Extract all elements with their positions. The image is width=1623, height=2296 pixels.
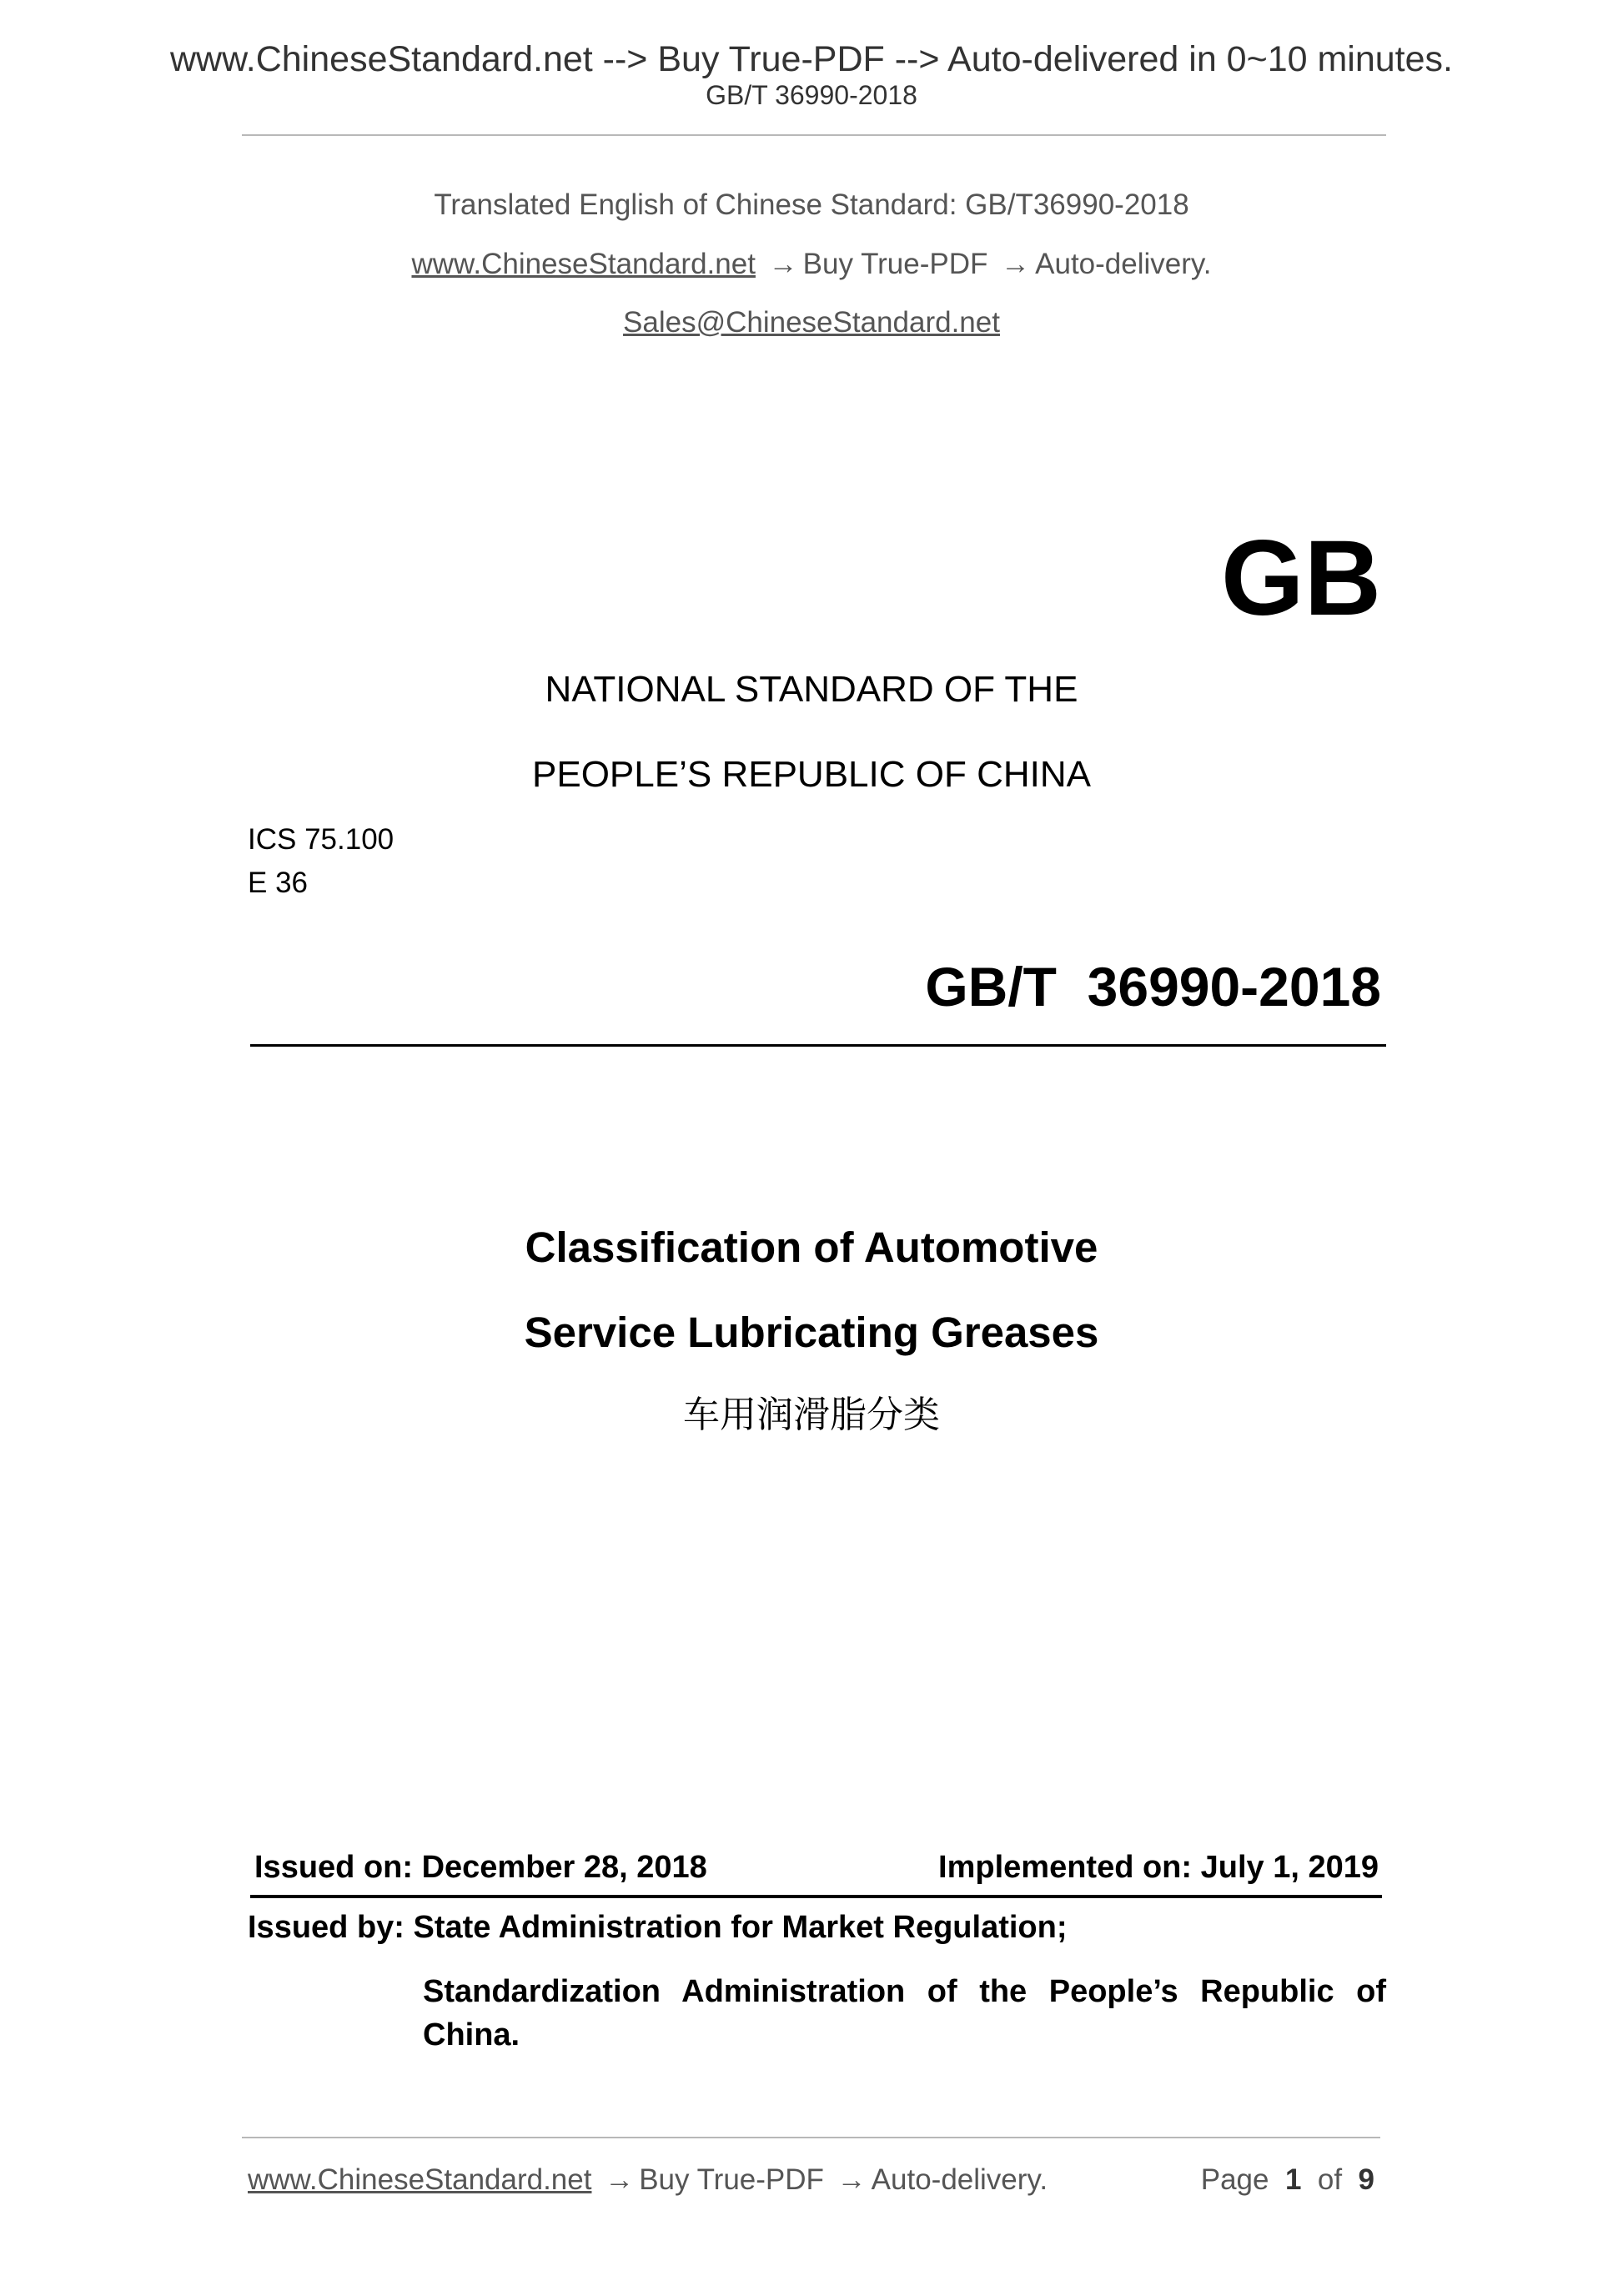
arrow-right-icon: → — [768, 248, 798, 280]
arrow-right-icon: → — [1001, 248, 1031, 280]
page-of-label: of — [1317, 2163, 1343, 2196]
footer-auto-delivery-text: Auto-delivery. — [871, 2163, 1048, 2196]
implemented-on-date: Implemented on: July 1, 2019 — [938, 1850, 1379, 1885]
footer-buy-pdf-text: Buy True-PDF — [639, 2163, 824, 2196]
second-issuer: Standardization Administration of the People’s Republic of China. — [423, 1974, 1386, 2052]
issued-on-date: Issued on: December 28, 2018 — [254, 1850, 707, 1885]
ics-code: ICS 75.100 — [248, 823, 394, 856]
site-link[interactable]: www.ChineseStandard.net — [411, 248, 756, 280]
promo-banner: www.ChineseStandard.net --> Buy True-PDF --> Auto-delivered in 0~10 minutes. — [169, 39, 1453, 79]
footer-site-link[interactable]: www.ChineseStandard.net — [248, 2163, 592, 2196]
issued-by: Issued by: State Administration for Market Regulation; — [248, 1910, 1068, 1945]
page-label: Page — [1200, 2163, 1269, 2196]
buy-pdf-text: Buy True-PDF — [802, 248, 988, 280]
auto-delivery-text: Auto-delivery. — [1035, 248, 1212, 280]
standard-number-divider — [250, 1044, 1386, 1047]
classification-code: E 36 — [248, 867, 308, 899]
document-title-line2: Service Lubricating Greases — [524, 1309, 1099, 1356]
sales-email-line — [0, 308, 1623, 337]
standard-number: GB/T 36990-2018 — [925, 956, 1381, 1017]
dates-divider — [250, 1895, 1382, 1898]
national-standard-line1: NATIONAL STANDARD OF THE — [545, 669, 1078, 710]
footer-promo — [248, 2165, 1048, 2194]
header-divider — [242, 134, 1386, 136]
document-title-chinese: 车用润滑脂分类 — [683, 1394, 940, 1436]
page-indicator — [1201, 2165, 1374, 2194]
footer-divider — [242, 2137, 1380, 2138]
sales-email-link[interactable]: Sales@ChineseStandard.net — [623, 306, 1000, 339]
arrow-right-icon: → — [605, 2163, 635, 2196]
running-header: GB/T 36990-2018 — [706, 80, 917, 110]
page-total: 9 — [1358, 2163, 1374, 2196]
document-title-line1: Classification of Automotive — [525, 1223, 1098, 1271]
page-current: 1 — [1284, 2163, 1302, 2196]
arrow-right-icon: → — [837, 2163, 867, 2196]
gb-logo: GB — [1221, 519, 1381, 638]
promo-line — [0, 249, 1623, 279]
translated-notice: Translated English of Chinese Standard: GB/T36990-2018 — [434, 188, 1189, 221]
national-standard-line2: PEOPLE’S REPUBLIC OF CHINA — [532, 754, 1091, 795]
